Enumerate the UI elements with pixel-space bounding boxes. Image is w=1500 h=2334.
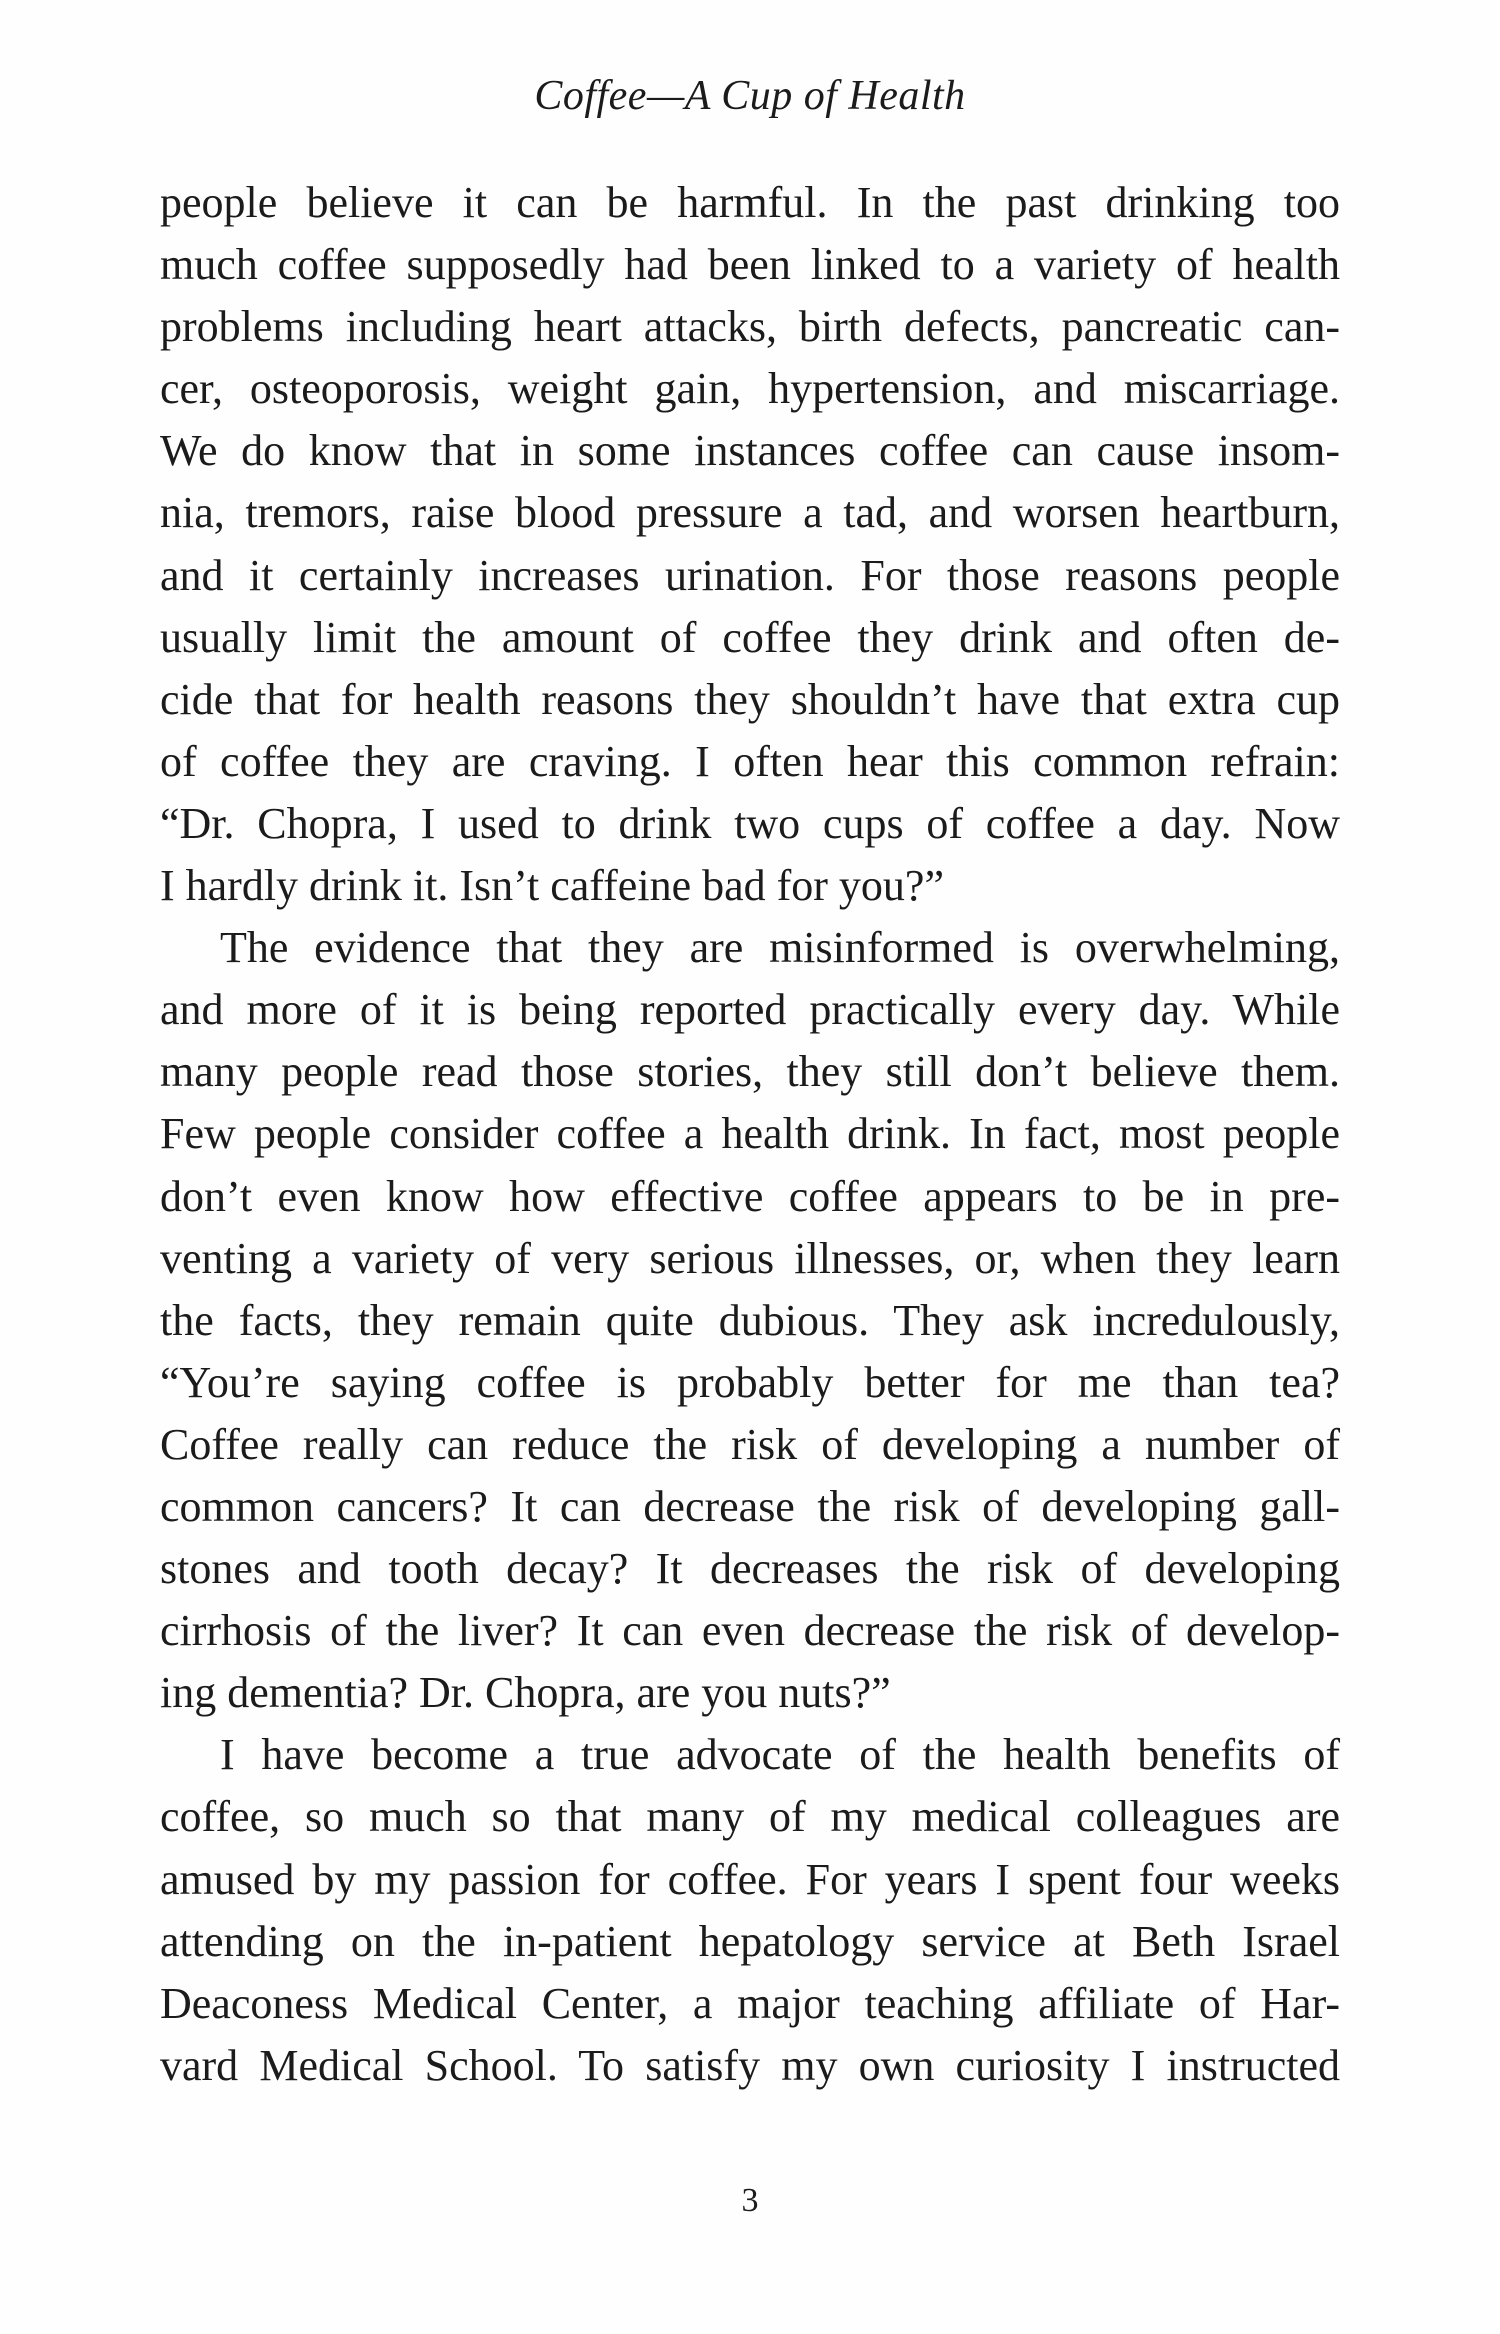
text-line: “Dr. Chopra, I used to drink two cups of coffee a day. Now	[160, 798, 1340, 848]
text-line: attending on the in-patient hepatology service at Beth Israel	[160, 1916, 1340, 1966]
text-line: people believe it can be harmful. In the past drinking too	[160, 178, 1340, 227]
text-line: cer, osteoporosis, weight gain, hypertension, and miscarriage.	[160, 364, 1340, 414]
text-line: amused by my passion for coffee. For years I spent four weeks	[160, 1854, 1340, 1904]
text-line: the facts, they remain quite dubious. They ask incredulously,	[160, 1295, 1340, 1345]
text-line: We do know that in some instances coffee can cause insom-	[160, 426, 1340, 476]
text-line: don’t even know how effective coffee appears to be in pre-	[160, 1171, 1340, 1221]
text-line: common cancers? It can decrease the risk of developing gall-	[160, 1481, 1340, 1531]
text-line: cirrhosis of the liver? It can even decrease the risk of develop-	[160, 1606, 1340, 1656]
text-line: usually limit the amount of coffee they drink and often de-	[160, 612, 1340, 662]
text-line: stones and tooth decay? It decreases the risk of developing	[160, 1544, 1340, 1594]
running-head: Coffee—A Cup of Health	[534, 73, 966, 119]
text-line: vard Medical School. To satisfy my own curiosity I instructed	[160, 2040, 1340, 2090]
text-line: venting a variety of very serious illnesses, or, when they learn	[160, 1233, 1340, 1283]
text-line: and more of it is being reported practically every day. While	[160, 985, 1340, 1035]
text-line: cide that for health reasons they shouldn’t have that extra cup	[160, 674, 1340, 724]
text-line: nia, tremors, raise blood pressure a tad, and worsen heartburn,	[160, 488, 1340, 538]
text-line: and it certainly increases urination. For those reasons people	[160, 550, 1340, 600]
text-line: “You’re saying coffee is probably better for me than tea?	[160, 1357, 1340, 1407]
text-line: The evidence that they are misinformed is overwhelming,	[220, 923, 1340, 973]
text-line: Coffee really can reduce the risk of developing a number of	[160, 1419, 1340, 1469]
text-line: many people read those stories, they still don’t believe them.	[160, 1047, 1340, 1097]
text-line: problems including heart attacks, birth defects, pancreatic can-	[160, 302, 1340, 352]
text-line: I have become a true advocate of the health benefits of	[220, 1730, 1340, 1780]
text-line: I hardly drink it. Isn’t caffeine bad for you?”	[160, 861, 944, 911]
text-line: Deaconess Medical Center, a major teaching affiliate of Har-	[160, 1978, 1340, 2028]
text-line: of coffee they are craving. I often hear this common refrain:	[160, 736, 1340, 786]
page-number: 3	[741, 2182, 759, 2219]
text-line: coffee, so much so that many of my medical colleagues are	[160, 1792, 1340, 1842]
text-line: Few people consider coffee a health drink. In fact, most people	[160, 1109, 1340, 1159]
body-text	[160, 172, 1340, 2097]
text-line: ing dementia? Dr. Chopra, are you nuts?”	[160, 1668, 891, 1718]
text-line: much coffee supposedly had been linked to a variety of health	[160, 240, 1340, 290]
